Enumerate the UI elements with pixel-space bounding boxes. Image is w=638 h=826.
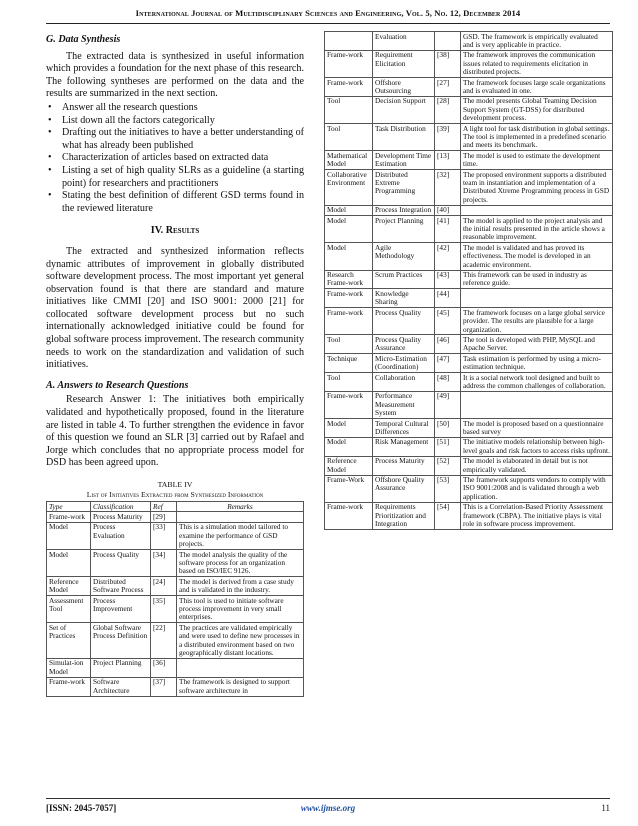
type-cell: Model [47, 550, 91, 577]
type-cell: Tool [325, 96, 373, 123]
table-row [47, 512, 304, 522]
bullet-text: Characterization of articles based on extracted data [62, 152, 269, 164]
table-row [47, 677, 304, 696]
ref-cell: [33] [151, 522, 177, 549]
classification-cell: Scrum Practices [373, 270, 435, 289]
classification-cell: Process Maturity [373, 456, 435, 475]
bullet-dot-icon: • [48, 190, 52, 202]
remarks-cell: This is a simulation model tailored to examine the performance of GSD projects. [177, 522, 304, 549]
classification-cell: Process Maturity [91, 512, 151, 522]
ref-cell: [27] [435, 78, 461, 97]
table-row [325, 308, 613, 335]
remarks-cell [177, 658, 304, 677]
classification-cell: Micro-Estimation (Coordination) [373, 354, 435, 373]
bullet-dot-icon: • [48, 101, 52, 113]
ref-cell: [13] [435, 151, 461, 170]
remarks-cell [461, 289, 613, 308]
remarks-cell: The model is derived from a case study and is validated in the industry. [177, 577, 304, 596]
initiatives-table-left [46, 501, 304, 697]
ref-cell: [34] [151, 550, 177, 577]
type-cell: Reference Model [325, 456, 373, 475]
classification-cell: Software Architecture [91, 677, 151, 696]
table-row [47, 623, 304, 659]
ref-cell: [39] [435, 124, 461, 151]
type-cell: Frame-work [325, 289, 373, 308]
table-row [325, 475, 613, 502]
classification-cell: Temporal Cultural Differences [373, 419, 435, 438]
table-row [325, 124, 613, 151]
table-title: List of Initiatives Extracted from Synthesized Information [86, 490, 264, 499]
classification-cell: Collaboration [373, 373, 435, 392]
bullet-dot-icon: • [48, 164, 52, 176]
table-row [325, 456, 613, 475]
table-row [325, 50, 613, 77]
initiatives-table-right [324, 31, 613, 530]
table-number: TABLE IV [157, 480, 193, 489]
ref-cell: [48] [435, 373, 461, 392]
table-caption [46, 480, 304, 500]
remarks-cell: A light tool for task distribution in global settings. The tool is implemented in a predefined scenario and meets its benchmark. [461, 124, 613, 151]
table-row [325, 270, 613, 289]
ref-cell: [47] [435, 354, 461, 373]
type-cell: Tool [325, 335, 373, 354]
type-cell: Frame-Work [325, 475, 373, 502]
type-cell: Frame-work [325, 50, 373, 77]
ref-cell: [36] [151, 658, 177, 677]
ref-cell: [37] [151, 677, 177, 696]
type-cell: Assessment Tool [47, 596, 91, 623]
table-row [325, 216, 613, 243]
remarks-cell: This is a Correlation-Based Priority Assessment framework (CBPA). The initiative plays is vital role in software process improvement. [461, 502, 613, 529]
remarks-cell: The model is validated and has proved its effectiveness. The model is developed in an academic environment. [461, 243, 613, 270]
data-synthesis-heading: G. Data Synthesis [46, 34, 121, 45]
classification-cell: Process Evaluation [91, 522, 151, 549]
classification-cell: Process Integration [373, 205, 435, 215]
bullet-text: List down all the factors categorically [62, 114, 215, 126]
table-row [325, 335, 613, 354]
remarks-cell: The initiative models relationship between high-level goals and risk factors to access risks upfront. [461, 437, 613, 456]
bullet-text: Drafting out the initiatives to have a better understanding of what has already been published [62, 127, 304, 151]
classification-cell: Process Quality [373, 308, 435, 335]
ref-cell: [24] [151, 577, 177, 596]
classification-cell: Process Improvement [91, 596, 151, 623]
remarks-cell: The framework improves the communication issues related to requirements elicitation in distributed projects. [461, 50, 613, 77]
type-cell: Mathematical Model [325, 151, 373, 170]
type-cell: Simulat-ion Model [47, 658, 91, 677]
classification-cell: Risk Management [373, 437, 435, 456]
type-cell: Reference Model [47, 577, 91, 596]
remarks-cell: Task estimation is performed by using a micro-estimation technique. [461, 354, 613, 373]
type-cell: Model [325, 205, 373, 215]
type-cell: Frame-work [325, 502, 373, 529]
remarks-cell: The framework focuses large scale organizations and is evaluated in one. [461, 78, 613, 97]
type-cell: Frame-work [325, 308, 373, 335]
remarks-cell: This tool is used to initiate software process improvement in very small enterprises. [177, 596, 304, 623]
classification-cell: Project Planning [91, 658, 151, 677]
classification-cell: Offshore Quality Assurance [373, 475, 435, 502]
data-synthesis-intro: The extracted data is synthesized in useful information which provides a foundation for the next phase of this research. The following syntheses are performed on the data and the results are summarized in the next section. [46, 50, 304, 100]
remarks-cell: The tool is developed with PHP, MySQL and Apache Server. [461, 335, 613, 354]
ref-cell: [40] [435, 205, 461, 215]
remarks-cell: The framework supports vendors to comply with ISO 9001:2008 and is validated through a web application. [461, 475, 613, 502]
synthesis-bullet [46, 152, 304, 165]
remarks-cell [177, 512, 304, 522]
remarks-cell: The model is applied to the project analysis and the initial results presented in the article shows a reasonable improvement. [461, 216, 613, 243]
table-row [325, 502, 613, 529]
remarks-cell: The model analysis the quality of the software process for an organization based on ISO/IEC 9126. [177, 550, 304, 577]
remarks-cell [461, 391, 613, 418]
table-header-row [47, 502, 304, 512]
ref-cell [435, 32, 461, 51]
type-cell: Research Frame-work [325, 270, 373, 289]
classification-cell: Task Distribution [373, 124, 435, 151]
table-row [47, 596, 304, 623]
table-row [47, 658, 304, 677]
type-cell: Model [47, 522, 91, 549]
table-row [325, 373, 613, 392]
footer-rule [46, 798, 610, 799]
remarks-cell: GSD. The framework is empirically evaluated and is very applicable in practice. [461, 32, 613, 51]
journal-header [46, 8, 610, 18]
synthesis-bullet [46, 127, 304, 152]
classification-cell: Requirements Prioritization and Integration [373, 502, 435, 529]
classification-cell: Distributed Extreme Programming [373, 170, 435, 206]
classification-cell: Knowledge Sharing [373, 289, 435, 308]
synthesis-bullet [46, 165, 304, 190]
bullet-dot-icon: • [48, 127, 52, 139]
page-number: 11 [601, 803, 610, 813]
bullet-dot-icon: • [48, 152, 52, 164]
bullet-text: Stating the best definition of different GSD terms found in the reviewed literature [62, 190, 304, 214]
issn-label: [ISSN: 2045-7057] [46, 803, 117, 813]
table-row [325, 391, 613, 418]
ref-cell: [35] [151, 596, 177, 623]
synthesis-bullet [46, 190, 304, 215]
type-cell: Set of Practices [47, 623, 91, 659]
table-row [325, 437, 613, 456]
research-answer-paragraph: Research Answer 1: The initiatives both empirically validated and hypothetically proposed, found in the literature are listed in table 4. To further strengthen the evidence in favor of this question we found an SLR [3] carried out by Rafael and Jorge which concludes that no appropriate process model for DSD has been agreed upon. [46, 394, 304, 469]
page-footer [46, 803, 610, 817]
remarks-cell: This framework can be used in industry as reference guide. [461, 270, 613, 289]
type-cell: Technique [325, 354, 373, 373]
classification-cell: Project Planning [373, 216, 435, 243]
remarks-cell: The practices are validated empirically and were used to define new processes in a distributed environment based on two geographically distant locations. [177, 623, 304, 659]
journal-title: International Journal of Multidisciplinary Sciences and Engineering, Vol. 5, No. 12, December 2014 [135, 8, 521, 18]
column-header: Type [47, 502, 91, 512]
ref-cell: [51] [435, 437, 461, 456]
table-row [325, 170, 613, 206]
bullet-text: Answer all the research questions [62, 101, 198, 113]
ref-cell: [38] [435, 50, 461, 77]
type-cell: Tool [325, 124, 373, 151]
column-header: Ref [151, 502, 177, 512]
ref-cell: [32] [435, 170, 461, 206]
table-row [325, 96, 613, 123]
classification-cell: Performance Measurement System [373, 391, 435, 418]
results-paragraph: The extracted and synthesized information reflects dynamic attributes of improvement in globally distributed software development process. The most important yet general observation found is that there are standard and mature initiatives like CMMI [20] and ISO 9001: 2000 [21] for collocated software development process but no such internationally acknowledged initiative could be found for global software process improvement. The research community needs to work on the standardization and validation of such initiatives. [46, 245, 304, 371]
type-cell: Frame-work [325, 391, 373, 418]
table-row [325, 78, 613, 97]
journal-website-link[interactable]: www.ijmse.org [300, 803, 356, 813]
classification-cell: Offshore Outsourcing [373, 78, 435, 97]
type-cell: Model [325, 216, 373, 243]
type-cell: Collaborative Environment [325, 170, 373, 206]
table-row [325, 205, 613, 215]
ref-cell: [22] [151, 623, 177, 659]
table-row [325, 151, 613, 170]
column-header: Remarks [177, 502, 304, 512]
type-cell: Frame-work [47, 512, 91, 522]
remarks-cell: The model is elaborated in detail but is not empirically validated. [461, 456, 613, 475]
ref-cell: [41] [435, 216, 461, 243]
ref-cell: [52] [435, 456, 461, 475]
synthesis-bullet-list [46, 102, 304, 215]
ref-cell: [44] [435, 289, 461, 308]
ref-cell: [50] [435, 419, 461, 438]
ref-cell: [29] [151, 512, 177, 522]
type-cell: Tool [325, 373, 373, 392]
table-row [325, 32, 613, 51]
type-cell: Model [325, 419, 373, 438]
type-cell: Model [325, 243, 373, 270]
table-row [47, 577, 304, 596]
classification-cell: Development Time Estimation [373, 151, 435, 170]
header-rule [46, 23, 610, 24]
table-row [325, 243, 613, 270]
remarks-cell: The model presents Global Teaming Decision Support System (GT-DSS) for distributed development process. [461, 96, 613, 123]
ref-cell: [53] [435, 475, 461, 502]
ref-cell: [46] [435, 335, 461, 354]
classification-cell: Agile Methodology [373, 243, 435, 270]
table-row [47, 550, 304, 577]
classification-cell: Requirement Elicitation [373, 50, 435, 77]
synthesis-bullet [46, 115, 304, 128]
classification-cell: Distributed Software Process [91, 577, 151, 596]
type-cell: Frame-work [325, 78, 373, 97]
table-row [325, 419, 613, 438]
table-row [325, 354, 613, 373]
classification-cell: Decision Support [373, 96, 435, 123]
bullet-text: Listing a set of high quality SLRs as a guideline (a starting point) for researchers and practitioners [62, 164, 304, 189]
table-row [47, 522, 304, 549]
classification-cell: Global Software Process Definition [91, 623, 151, 659]
bullet-dot-icon: • [48, 114, 52, 126]
type-cell: Frame-work [47, 677, 91, 696]
answers-subheading: A. Answers to Research Questions [46, 379, 189, 391]
classification-cell: Process Quality [91, 550, 151, 577]
remarks-cell: It is a social network tool designed and built to address the common challenges of collaboration. [461, 373, 613, 392]
left-column [46, 34, 304, 470]
type-cell: Model [325, 437, 373, 456]
table-row [325, 289, 613, 308]
synthesis-bullet [46, 102, 304, 115]
ref-cell: [42] [435, 243, 461, 270]
ref-cell: [43] [435, 270, 461, 289]
classification-cell: Evaluation [373, 32, 435, 51]
remarks-cell: The framework is designed to support software architecture in [177, 677, 304, 696]
remarks-cell: The proposed environment supports a distributed team in instantiation and implementation of a Distributed Xtreme Programming process in GSD projects. [461, 170, 613, 206]
ref-cell: [49] [435, 391, 461, 418]
ref-cell: [54] [435, 502, 461, 529]
remarks-cell [461, 205, 613, 215]
ref-cell: [28] [435, 96, 461, 123]
column-header: Classification [91, 502, 151, 512]
remarks-cell: The model is used to estimate the development time. [461, 151, 613, 170]
classification-cell: Process Quality Assurance [373, 335, 435, 354]
results-heading: IV. Results [150, 225, 200, 237]
remarks-cell: The framework focuses on a large global service provider. The results are plausible for a large organization. [461, 308, 613, 335]
ref-cell: [45] [435, 308, 461, 335]
type-cell [325, 32, 373, 51]
remarks-cell: The model is proposed based on a questionnaire based survey [461, 419, 613, 438]
